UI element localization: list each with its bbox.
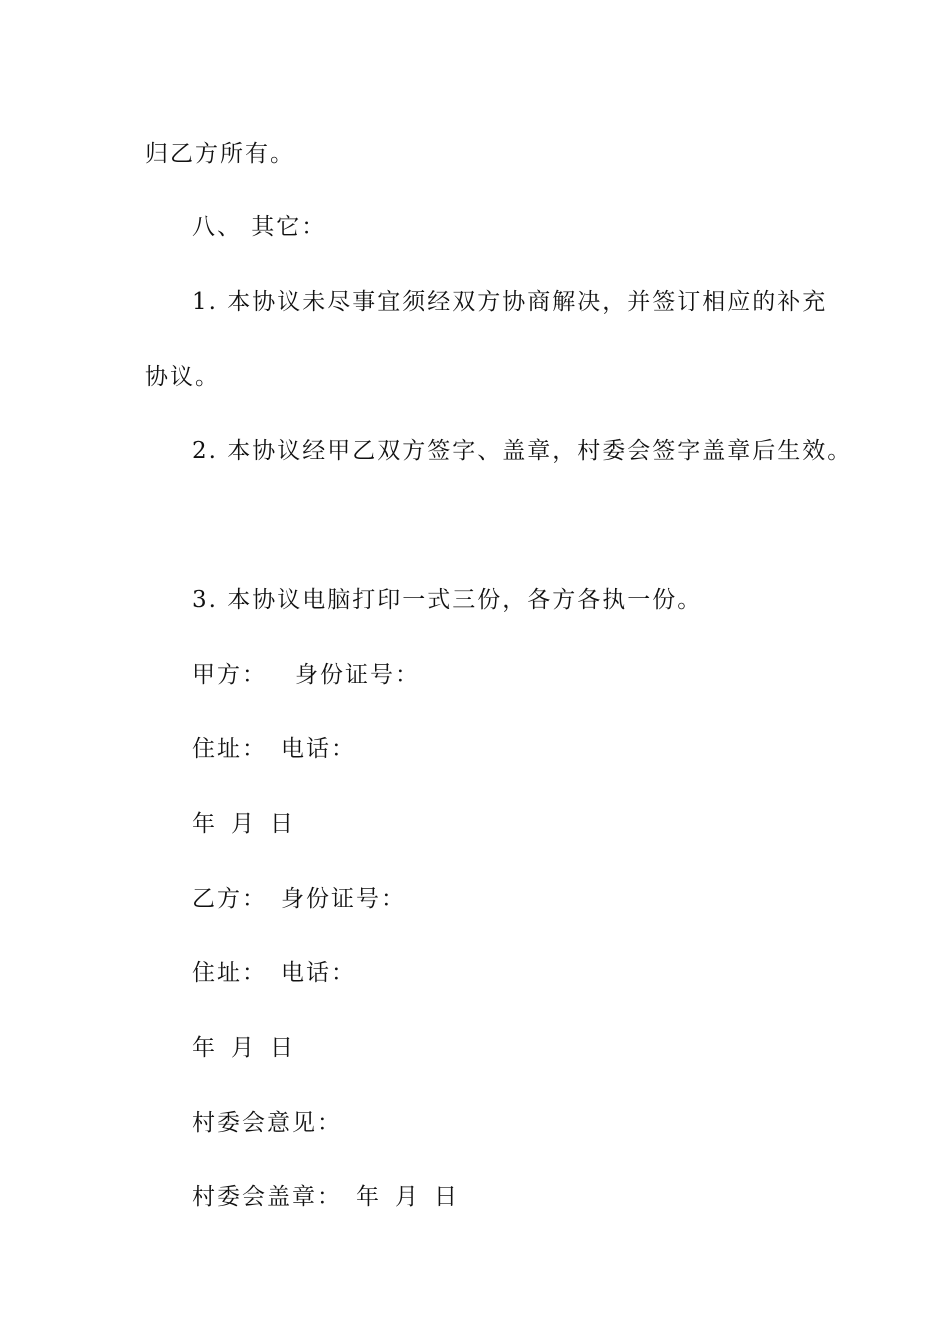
party-b-address-row xyxy=(192,957,356,989)
party-a-row xyxy=(192,659,420,691)
paragraph-continuation: 归乙方所有。 xyxy=(145,141,295,167)
clause-1-line-1: 1. 本协议未尽事宜须经双方协商解决，并签订相应的补充 xyxy=(192,289,828,315)
village-committee-month: 月 xyxy=(395,1184,420,1210)
party-a-label: 甲方： xyxy=(192,662,267,688)
party-a-address-row xyxy=(192,733,356,765)
party-b-label: 乙方： xyxy=(192,886,267,912)
party-b-id-label: 身份证号： xyxy=(281,886,406,912)
village-committee-year: 年 xyxy=(356,1184,381,1210)
party-b-address-label: 住址： xyxy=(192,960,267,986)
clause-1-line-2: 协议。 xyxy=(145,364,220,390)
party-a-id-label: 身份证号： xyxy=(295,662,420,688)
party-a-month: 月 xyxy=(231,811,256,837)
village-committee-seal-row xyxy=(192,1181,459,1213)
party-b-date-row xyxy=(192,1032,295,1064)
party-b-day: 日 xyxy=(270,1035,295,1061)
village-committee-day: 日 xyxy=(434,1184,459,1210)
clause-2: 2. 本协议经甲乙双方签字、盖章，村委会签字盖章后生效。 xyxy=(192,438,853,464)
party-a-address-label: 住址： xyxy=(192,736,267,762)
party-a-phone-label: 电话： xyxy=(281,736,356,762)
party-a-day: 日 xyxy=(270,811,295,837)
party-b-phone-label: 电话： xyxy=(281,960,356,986)
party-b-month: 月 xyxy=(231,1035,256,1061)
village-committee-opinion: 村委会意见： xyxy=(192,1110,342,1136)
party-b-row xyxy=(192,883,406,915)
clause-3: 3. 本协议电脑打印一式三份，各方各执一份。 xyxy=(192,587,703,613)
village-committee-seal-label: 村委会盖章： xyxy=(192,1184,342,1210)
party-a-date-row xyxy=(192,808,295,840)
section-heading: 八、 其它： xyxy=(192,214,327,240)
party-b-year: 年 xyxy=(192,1035,217,1061)
party-a-year: 年 xyxy=(192,811,217,837)
